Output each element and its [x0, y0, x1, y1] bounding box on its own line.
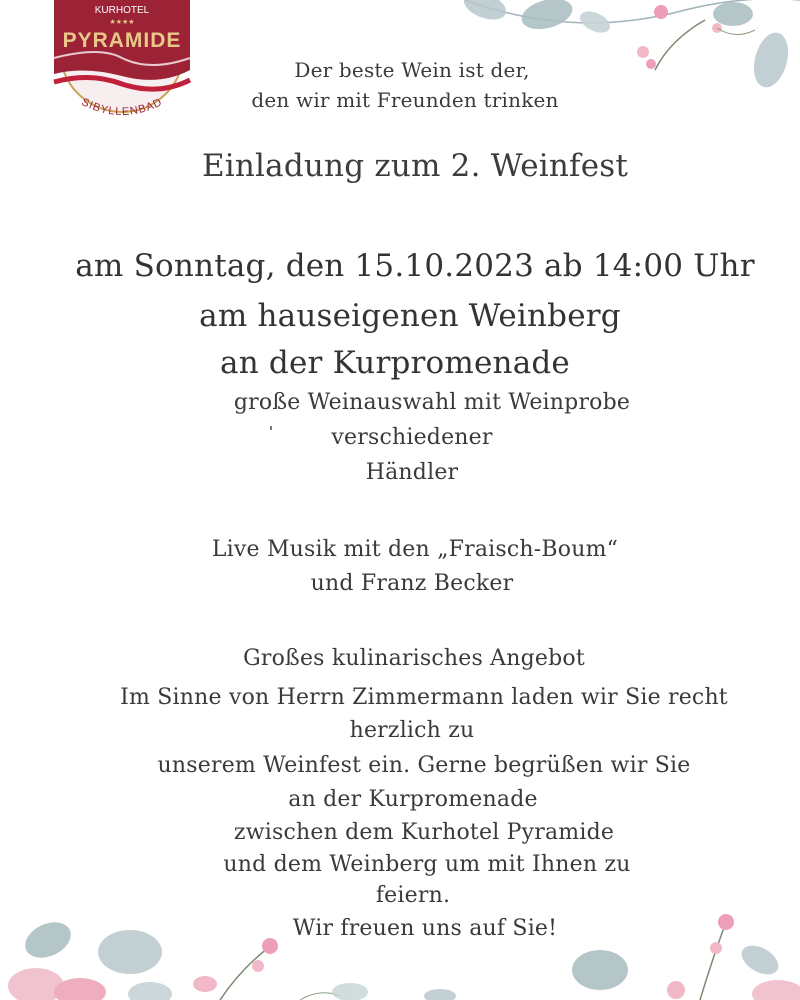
- logo-stars: ★★★★: [109, 18, 135, 26]
- motto-line-2: den wir mit Freunden trinken: [251, 88, 559, 112]
- wine-line-1: große Weinauswahl mit Weinprobe: [233, 390, 631, 415]
- event-place-line-2: an der Kurpromenade: [220, 345, 570, 381]
- invitation-line-1: Im Sinne von Herrn Zimmermann laden wir Sie recht: [120, 685, 728, 710]
- logo-bottom-text: SIBYLLENBAD: [79, 96, 165, 119]
- motto-line-1: Der beste Wein ist der,: [294, 58, 530, 82]
- floral-decoration-bottom: [0, 900, 800, 1000]
- wine-line-3: Händler: [365, 460, 459, 485]
- invitation-line-4: an der Kurpromenade: [288, 787, 538, 812]
- event-date-line: am Sonntag, den 15.10.2023 ab 14:00 Uhr: [75, 248, 755, 284]
- logo-name: PYRAMIDE: [62, 29, 182, 52]
- invitation-line-7: feiern.: [375, 883, 451, 908]
- invitation-line-2: herzlich zu: [349, 718, 475, 743]
- food-offer: Großes kulinarisches Angebot: [243, 646, 585, 671]
- music-line-1: Live Musik mit den „Fraisch-Boum“: [211, 537, 619, 562]
- logo-top-text: KURHOTEL: [94, 5, 150, 16]
- event-place-line-1: am hauseigenen Weinberg: [199, 298, 621, 334]
- headline: Einladung zum 2. Weinfest: [201, 148, 629, 184]
- invitation-line-8: Wir freuen uns auf Sie!: [292, 916, 558, 941]
- invitation-line-3: unserem Weinfest ein. Gerne begrüßen wir Sie: [157, 753, 691, 778]
- invitation-line-6: und dem Weinberg um mit Ihnen zu: [223, 852, 631, 877]
- music-line-2: und Franz Becker: [310, 571, 514, 596]
- invitation-line-5: zwischen dem Kurhotel Pyramide: [233, 820, 615, 845]
- wine-line-2: verschiedener: [331, 425, 493, 450]
